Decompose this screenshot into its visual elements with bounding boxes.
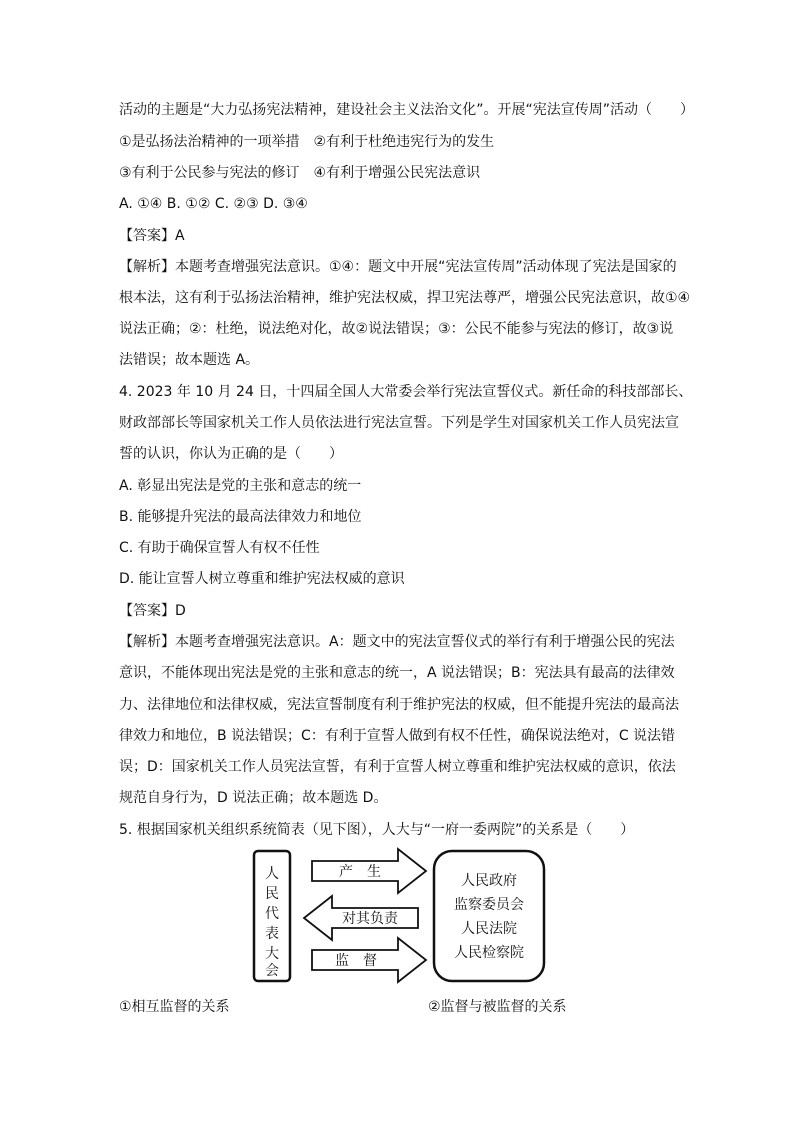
arrow-label-supervise: 监 督 — [335, 953, 377, 969]
answer-label: 【答案】A — [119, 228, 185, 244]
analysis-text: 【解析】本题考查增强宪法意识。A：题文中的宪法宣誓仪式的举行有利于增强公民的宪法 — [119, 634, 675, 650]
analysis-text: 根本法，这有利于弘扬法治精神，维护宪法权威，捍卫宪法尊严，增强公民宪法意识，故①④ — [119, 290, 691, 306]
left-box-char: 民 — [265, 886, 279, 902]
option-1: ①相互监督的关系 — [119, 999, 230, 1015]
text-line: ①是弘扬法治精神的一项举措 ②有利于杜绝违宪行为的发生 — [119, 134, 495, 150]
analysis-text: 法错误；故本题选 A。 — [119, 352, 260, 368]
analysis-text: 说法正确；②：杜绝，说法绝对化，故②说法错误；③：公民不能参与宪法的修订，故③说 — [119, 321, 674, 337]
state-organs-box — [434, 851, 544, 981]
analysis-text: 力、法律地位和法律权威，宪法宣誓制度有利于维护宪法的权威，但不能提升宪法的最高法 — [119, 697, 679, 713]
question-text: 4. 2023 年 10 月 24 日，十四届全国人大常委会举行宪法宣誓仪式。新任命的科技部部长、 — [119, 384, 693, 400]
analysis-text: 【解析】本题考查增强宪法意识。①④：题文中开展“宪法宣传周”活动体现了宪法是国家的 — [119, 259, 677, 275]
left-box-char: 人 — [265, 866, 279, 882]
left-box-char: 会 — [265, 963, 279, 979]
question-text: 誓的认识，你认为正确的是（ ） — [119, 446, 343, 462]
option-a: A. 彰显出宪法是党的主张和意志的统一 — [119, 478, 362, 494]
analysis-text: 律效力和地位，B 说法错误；C：有利于宣誓人做到有权不任性，确保说法绝对，C 说法错 — [119, 728, 676, 744]
right-box-line: 人民检察院 — [454, 945, 524, 961]
arrow-label-responsible: 对其负责 — [342, 911, 398, 927]
analysis-text: 误；D：国家机关工作人员宪法宣誓，有利于宣誓人树立尊重和维护宪法权威的意识，依法 — [119, 759, 676, 775]
option-2: ②监督与被监督的关系 — [428, 999, 567, 1015]
text-line: 活动的主题是“大力弘扬宪法精神，建设社会主义法治文化”。开展“宪法宣传周”活动（ ） — [119, 102, 695, 118]
answer-options: A. ①④ B. ①② C. ②③ D. ③④ — [119, 196, 308, 212]
left-box-char: 表 — [265, 926, 279, 942]
right-box-line: 人民政府 — [461, 873, 517, 889]
option-d: D. 能让宣誓人树立尊重和维护宪法权威的意识 — [119, 571, 405, 587]
left-box-char: 大 — [265, 946, 279, 962]
answer-label: 【答案】D — [119, 603, 186, 619]
analysis-text: 规范自身行为，D 说法正确；故本题选 D。 — [119, 790, 388, 806]
option-b: B. 能够提升宪法的最高法律效力和地位 — [119, 509, 362, 525]
right-box-line: 监察委员会 — [454, 897, 524, 913]
organization-diagram — [250, 845, 550, 985]
arrow-label-produce: 产 生 — [339, 864, 381, 880]
question-text: 财政部部长等国家机关工作人员依法进行宪法宣誓。下列是学生对国家机关工作人员宪法宣 — [119, 415, 679, 431]
question-text: 5. 根据国家机关组织系统简表（见下图），人大与“一府一委两院”的关系是（ ） — [119, 822, 635, 838]
text-line: ③有利于公民参与宪法的修订 ④有利于增强公民宪法意识 — [119, 165, 481, 181]
option-c: C. 有助于确保宣誓人有权不任性 — [119, 540, 320, 556]
analysis-text: 意识，不能体现出宪法是党的主张和意志的统一，A 说法错误；B：宪法具有最高的法律效 — [119, 665, 675, 681]
right-box-line: 人民法院 — [461, 921, 517, 937]
left-box-char: 代 — [265, 906, 279, 922]
